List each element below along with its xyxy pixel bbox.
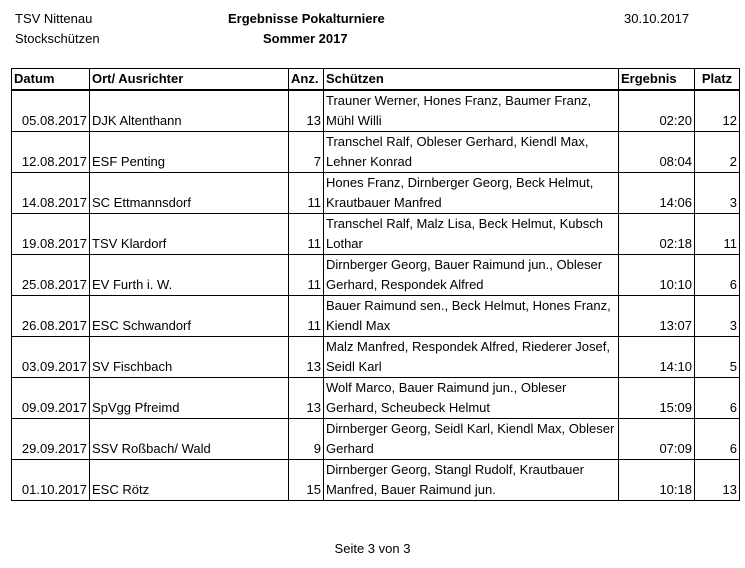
cell-ort: ESC Rötz [90, 460, 289, 501]
table-row [12, 255, 740, 296]
cell-ergebnis: 07:09 [619, 419, 695, 460]
column-header-platz: Platz [695, 69, 740, 91]
table-header-row [12, 69, 740, 91]
table-row [12, 90, 740, 132]
table-row [12, 337, 740, 378]
cell-schuetzen: Dirnberger Georg, Seidl Karl, Kiendl Max, Obleser Gerhard [324, 419, 619, 460]
cell-platz: 6 [695, 255, 740, 296]
cell-ergebnis: 13:07 [619, 296, 695, 337]
cell-ort: SC Ettmannsdorf [90, 173, 289, 214]
cell-ort: ESC Schwandorf [90, 296, 289, 337]
table-row [12, 132, 740, 173]
cell-ergebnis: 14:06 [619, 173, 695, 214]
table-row [12, 419, 740, 460]
cell-schuetzen: Dirnberger Georg, Bauer Raimund jun., Obleser Gerhard, Respondek Alfred [324, 255, 619, 296]
cell-datum: 29.09.2017 [12, 419, 90, 460]
cell-platz: 3 [695, 296, 740, 337]
cell-datum: 12.08.2017 [12, 132, 90, 173]
cell-schuetzen: Transchel Ralf, Obleser Gerhard, Kiendl Max, Lehner Konrad [324, 132, 619, 173]
cell-anz: 15 [289, 460, 324, 501]
cell-ort: DJK Altenthann [90, 90, 289, 132]
column-header-schuetzen: Schützen [324, 69, 619, 91]
cell-ort: TSV Klardorf [90, 214, 289, 255]
cell-ergebnis: 10:18 [619, 460, 695, 501]
cell-schuetzen: Malz Manfred, Respondek Alfred, Riederer Josef, Seidl Karl [324, 337, 619, 378]
cell-anz: 11 [289, 214, 324, 255]
cell-datum: 14.08.2017 [12, 173, 90, 214]
cell-datum: 25.08.2017 [12, 255, 90, 296]
cell-schuetzen: Hones Franz, Dirnberger Georg, Beck Helmut, Krautbauer Manfred [324, 173, 619, 214]
cell-platz: 13 [695, 460, 740, 501]
cell-ergebnis: 02:18 [619, 214, 695, 255]
cell-platz: 6 [695, 378, 740, 419]
cell-ort: EV Furth i. W. [90, 255, 289, 296]
cell-datum: 05.08.2017 [12, 90, 90, 132]
cell-ergebnis: 10:10 [619, 255, 695, 296]
results-table [11, 68, 740, 501]
cell-ergebnis: 14:10 [619, 337, 695, 378]
table-row [12, 173, 740, 214]
cell-platz: 11 [695, 214, 740, 255]
cell-schuetzen: Trauner Werner, Hones Franz, Baumer Franz, Mühl Willi [324, 90, 619, 132]
cell-platz: 5 [695, 337, 740, 378]
cell-anz: 11 [289, 255, 324, 296]
cell-schuetzen: Dirnberger Georg, Stangl Rudolf, Krautbauer Manfred, Bauer Raimund jun. [324, 460, 619, 501]
cell-anz: 9 [289, 419, 324, 460]
cell-schuetzen: Bauer Raimund sen., Beck Helmut, Hones Franz, Kiendl Max [324, 296, 619, 337]
cell-ergebnis: 02:20 [619, 90, 695, 132]
organization-name: TSV Nittenau [15, 11, 93, 26]
cell-platz: 3 [695, 173, 740, 214]
cell-anz: 13 [289, 90, 324, 132]
organization-department: Stockschützen [15, 31, 100, 46]
column-header-ergebnis: Ergebnis [619, 69, 695, 91]
cell-schuetzen: Wolf Marco, Bauer Raimund jun., Obleser Gerhard, Scheubeck Helmut [324, 378, 619, 419]
cell-datum: 26.08.2017 [12, 296, 90, 337]
table-row [12, 214, 740, 255]
table-row [12, 460, 740, 501]
cell-anz: 11 [289, 173, 324, 214]
cell-datum: 09.09.2017 [12, 378, 90, 419]
column-header-ort: Ort/ Ausrichter [90, 69, 289, 91]
cell-ort: ESF Penting [90, 132, 289, 173]
page-number: Seite 3 von 3 [334, 541, 411, 556]
cell-datum: 03.09.2017 [12, 337, 90, 378]
cell-ort: SpVgg Pfreimd [90, 378, 289, 419]
column-header-datum: Datum [12, 69, 90, 91]
cell-anz: 11 [289, 296, 324, 337]
document-title: Ergebnisse Pokalturniere [228, 11, 385, 26]
column-header-anz: Anz. [289, 69, 324, 91]
cell-schuetzen: Transchel Ralf, Malz Lisa, Beck Helmut, Kubsch Lothar [324, 214, 619, 255]
table-row [12, 296, 740, 337]
cell-anz: 13 [289, 337, 324, 378]
cell-platz: 2 [695, 132, 740, 173]
cell-ort: SV Fischbach [90, 337, 289, 378]
cell-ergebnis: 15:09 [619, 378, 695, 419]
document-subtitle: Sommer 2017 [263, 31, 348, 46]
cell-anz: 7 [289, 132, 324, 173]
cell-datum: 01.10.2017 [12, 460, 90, 501]
cell-ergebnis: 08:04 [619, 132, 695, 173]
cell-datum: 19.08.2017 [12, 214, 90, 255]
cell-platz: 6 [695, 419, 740, 460]
cell-platz: 12 [695, 90, 740, 132]
table-row [12, 378, 740, 419]
document-date: 30.10.2017 [624, 11, 690, 26]
cell-ort: SSV Roßbach/ Wald [90, 419, 289, 460]
cell-anz: 13 [289, 378, 324, 419]
